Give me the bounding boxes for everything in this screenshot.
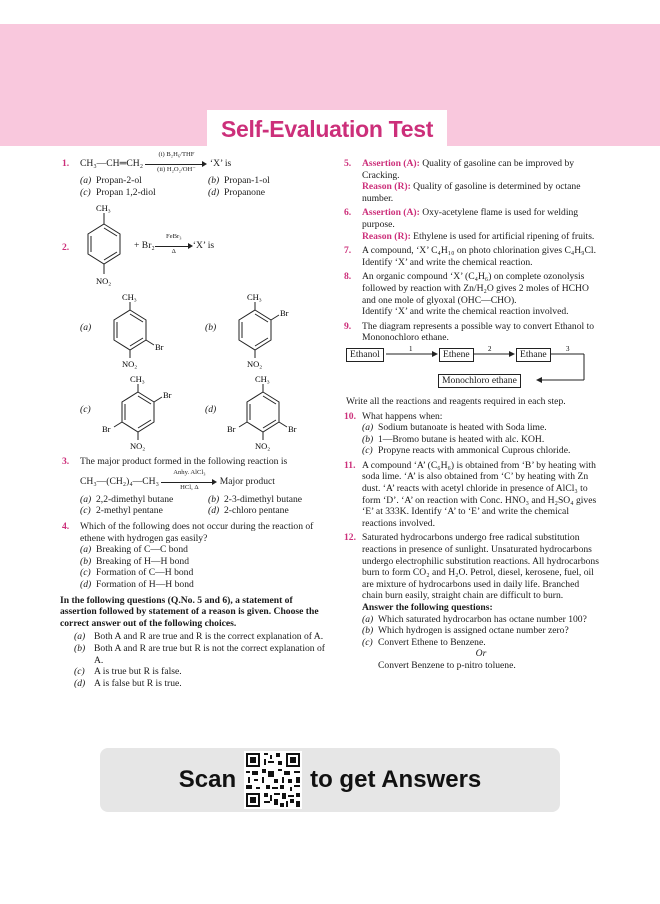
svg-text:CH₃: CH₃: [96, 203, 111, 214]
flow-box-ethene: Ethene: [439, 348, 474, 362]
option-letter: (b): [74, 642, 86, 654]
option: [208, 494, 330, 506]
option: [362, 625, 600, 637]
option-letter: (c): [74, 666, 85, 678]
reaction-arrow: [155, 233, 193, 256]
question-5: [344, 158, 600, 204]
svg-text:Br: Br: [288, 424, 297, 435]
svg-text:2: 2: [488, 345, 492, 353]
option-letter: (a): [74, 631, 86, 643]
option: [80, 494, 202, 506]
svg-text:Br: Br: [163, 390, 172, 401]
question-text: What happens when:: [362, 410, 443, 422]
option-text: Propan-1-ol: [224, 175, 270, 186]
option-text: Both A and R are true but R is not the correct explanation of A.: [94, 642, 325, 666]
question-10: [344, 411, 600, 457]
question-number: 4.: [62, 520, 70, 532]
assertion-label: Assertion (A):: [362, 158, 420, 169]
option-letter: (a): [80, 493, 92, 505]
svg-text:Br: Br: [102, 424, 111, 435]
option: [74, 631, 330, 643]
option-letter: (d): [208, 186, 220, 198]
svg-text:CH₃: CH₃: [247, 292, 262, 303]
reaction-line: [80, 202, 330, 290]
svg-text:Br: Br: [155, 342, 164, 353]
option-letter: (c): [362, 445, 373, 457]
reactant: CH₃—(CH₂)₄—CH₃: [80, 475, 159, 487]
option: [74, 666, 330, 678]
option-letter: (c): [80, 505, 91, 517]
svg-text:1: 1: [409, 345, 413, 353]
reason-label: Reason (R):: [362, 230, 411, 242]
option-text: Formation of H—H bond: [96, 578, 194, 590]
svg-text:NO₂: NO₂: [96, 276, 112, 287]
conversion-diagram: [346, 346, 600, 392]
structure-c: [102, 374, 192, 452]
option-letter: (d): [205, 404, 217, 416]
option-letter: (c): [80, 186, 91, 198]
question-2: [62, 202, 330, 452]
question-3: [62, 456, 330, 517]
svg-text:CH₃: CH₃: [255, 374, 270, 385]
arrow-above: (i) B₂H₆/THF: [158, 151, 195, 158]
reaction-arrow: [161, 468, 217, 491]
reagent: + Br₂: [134, 240, 155, 252]
question-number: 2.: [62, 242, 70, 254]
option-text: 2-methyl pentane: [96, 505, 163, 517]
option-letter: (d): [208, 505, 220, 517]
reaction-tail: ‘X’ is: [192, 240, 215, 252]
option: [80, 556, 330, 568]
instructions: [62, 595, 330, 690]
option-letter: (a): [362, 613, 374, 625]
question-text: A compound, ‘X’ C₄H₁₀ on photo chlorination gives C₄H₉Cl. Identify ‘X’ and write the chemical reaction.: [362, 245, 596, 268]
question-4: [62, 521, 330, 591]
option: [80, 579, 330, 591]
option-a: [80, 292, 205, 370]
option-text: Propan-2-ol: [96, 175, 142, 186]
question-text: A compound ‘A’ (C₆H₆) is obtained from ‘B’ by heating with soda lime. ‘A’ is also obtained from ‘C’ by heating with Zn dust. ‘A’ reacts with acetyl chloride in presence of AlCl₃ to form ‘D’. ‘A’ on reaction with Conc. HNO₃ and H₂SO₄ gives ‘E’ at 333K. Identify ‘A’ to ‘E’ and write the chemical reactions involved.: [362, 459, 597, 529]
option-text: A is false but R is true.: [94, 677, 182, 689]
question-number: 5.: [344, 158, 352, 169]
question-number: 11.: [344, 459, 356, 471]
question-number: 12.: [344, 532, 356, 544]
scan-label: Scan: [178, 766, 237, 793]
option: [74, 643, 330, 666]
svg-text:NO₂: NO₂: [247, 359, 263, 370]
reason-text: Quality of gasoline is determined by octane number.: [362, 181, 581, 204]
option: [80, 505, 202, 517]
reason-label: Reason (R):: [362, 181, 411, 193]
question-instruction: Write all the reactions and reagents required in each step.: [346, 395, 566, 407]
question-text: Which of the following does not occur during the reaction of ethene with hydrogen gas easily?: [80, 520, 314, 544]
flow-box-ethanol: Ethanol: [346, 348, 384, 362]
ar-options: [62, 631, 330, 689]
option-text: Sodium butanoate is heated with Soda lime.: [378, 422, 547, 434]
options: [362, 614, 600, 649]
option-text: Which hydrogen is assigned octane number zero?: [378, 625, 569, 637]
option-c: [80, 374, 205, 452]
option: [208, 187, 330, 199]
question-8: [344, 271, 600, 317]
question-number: 10.: [344, 410, 356, 422]
svg-text:NO₂: NO₂: [130, 441, 146, 452]
option-text: Convert Ethene to Benzene.: [378, 636, 486, 648]
assertion-label: Assertion (A):: [362, 207, 420, 219]
option-letter: (b): [208, 175, 220, 186]
option-text: Which saturated hydrocarbon has octane number 100?: [378, 613, 587, 625]
question-text: An organic compound ‘X’ (C₄H₆) on complete ozonolysis followed by reaction with Zn/H₂O gives 2 moles of HCHO and one mole of glyoxal (OHC—CHO).: [362, 271, 589, 306]
options: [362, 422, 600, 457]
reactant: CH₃—CH═CH₂: [80, 158, 144, 170]
reaction-line: [80, 151, 330, 173]
assertion-text: Oxy-acetylene flame is used for welding purpose.: [362, 207, 579, 230]
question-number: 3.: [62, 456, 70, 468]
reaction-arrow: [145, 151, 207, 173]
question-number: 1.: [62, 158, 70, 169]
structure-options: [80, 292, 330, 452]
question-7: [344, 245, 600, 268]
svg-text:NO₂: NO₂: [122, 359, 138, 370]
question-text: The major product formed in the following reaction is: [80, 456, 288, 468]
option-text: 2-chloro pentane: [224, 505, 289, 517]
qr-code-icon[interactable]: [244, 751, 302, 809]
assertion-text: Quality of gasoline can be improved by Cracking.: [362, 158, 575, 181]
option-text: Formation of C—H bond: [96, 567, 194, 579]
arrow-below: Δ: [171, 248, 176, 256]
reaction-tail: Major product: [219, 475, 275, 487]
structure-d: [227, 374, 317, 452]
option-text: 2,2-dimethyl butane: [96, 493, 174, 505]
svg-text:CH₃: CH₃: [122, 292, 137, 303]
answer-label: Answer the following questions:: [362, 602, 493, 613]
option: [362, 637, 600, 649]
question-12: [344, 532, 600, 671]
option-letter: (c): [80, 404, 91, 416]
option-text: A is true but R is false.: [94, 666, 182, 678]
flow-box-ethane: Ethane: [516, 348, 551, 362]
arrow-below: HCl, Δ: [180, 483, 199, 491]
right-column: [344, 158, 600, 675]
option-text: 1—Bromo butane is heated with alc. KOH.: [378, 433, 545, 445]
left-column: [60, 151, 330, 689]
option: [74, 678, 330, 690]
arrow-below: (ii) H₂O₂/OH⁻: [157, 166, 196, 173]
svg-text:Br: Br: [280, 308, 289, 319]
option-text: Breaking of C—C bond: [96, 544, 188, 556]
toluene-structure: [80, 202, 130, 290]
option-d: [205, 374, 330, 452]
question-number: 6.: [344, 207, 352, 219]
option: [362, 422, 600, 434]
option-text: Breaking of H—H bond: [96, 555, 189, 567]
question-text: Saturated hydrocarbons undergo free radical substitution reactions in presence of sunlight. Unsaturated hydrocarbons undergo electrophilic substitution reactions. All hydrocarbons burn to form CO₂ and H₂O. Petrol, diesel, kerosene, fuel, oil are mixture of hydrocarbons used in daily life. Branched chain burn easily, straight chain are difficult to burn.: [362, 532, 599, 602]
option: [80, 175, 202, 187]
question-text: The diagram represents a possible way to convert Ethanol to Mononochloro ethane.: [362, 320, 595, 344]
option: [362, 445, 600, 457]
option-letter: (b): [208, 493, 220, 505]
option-letter: (c): [80, 567, 91, 579]
option-text: Propyne reacts with ammonical Cuprous chloride.: [378, 445, 571, 457]
option-text: Propan 1,2-diol: [96, 186, 156, 198]
option-letter: (c): [362, 636, 373, 648]
option: [80, 187, 202, 199]
option-letter: (d): [74, 677, 86, 689]
question-9: [344, 321, 600, 408]
structure-a: [102, 292, 182, 370]
alternative-question: Convert Benzene to p-nitro toluene.: [378, 659, 516, 671]
option-text: Propanone: [224, 186, 266, 198]
options: [80, 494, 330, 517]
option-letter: (d): [80, 578, 92, 590]
option: [362, 614, 600, 626]
option: [80, 544, 330, 556]
option-letter: (b): [80, 555, 92, 567]
option: [208, 175, 330, 187]
option-text: 2-3-dimethyl butane: [224, 493, 303, 505]
svg-text:3: 3: [566, 345, 570, 353]
option-letter: (a): [80, 322, 92, 334]
option-letter: (b): [362, 625, 374, 637]
option: [208, 505, 330, 517]
question-text-2: Identify ‘X’ and write the chemical reaction involved.: [362, 306, 569, 318]
title-box: [207, 110, 447, 148]
option-letter: (b): [205, 322, 217, 334]
reaction-tail: ‘X’ is: [209, 158, 232, 170]
reason-text: Ethylene is used for artificial ripening of fruits.: [413, 230, 595, 242]
or-separator: Or: [475, 648, 487, 660]
scan-answers-bar: [100, 748, 560, 812]
arrow-above: FeBr₃: [166, 233, 182, 241]
options: [80, 175, 330, 198]
page-title: Self-Evaluation Test: [220, 115, 434, 142]
reaction-line: [80, 468, 330, 491]
svg-text:NO₂: NO₂: [255, 441, 271, 452]
svg-text:Br: Br: [227, 424, 236, 435]
arrow-above: Anhy. AlCl₃: [173, 468, 206, 476]
question-number: 7.: [344, 245, 352, 257]
svg-text:CH₃: CH₃: [130, 374, 145, 385]
option: [362, 434, 600, 446]
option-letter: (a): [362, 422, 374, 434]
option: [80, 567, 330, 579]
option-letter: (a): [80, 544, 92, 556]
option-letter: (b): [362, 433, 374, 445]
scan-suffix: to get Answers: [310, 766, 482, 793]
question-6: [344, 207, 600, 242]
option-b: [205, 292, 330, 370]
question-number: 8.: [344, 271, 352, 283]
question-1: [62, 151, 330, 198]
question-11: [344, 460, 600, 530]
instructions-text: In the following questions (Q.No. 5 and 6), a statement of assertion followed by statement of a reason is given. Choose the correct answer out of the following choices.: [60, 594, 319, 629]
question-number: 9.: [344, 320, 352, 332]
structure-b: [227, 292, 307, 370]
option-letter: (a): [80, 175, 92, 186]
option-text: Both A and R are true and R is the correct explanation of A.: [94, 631, 324, 643]
flow-box-monochloro: Monochloro ethane: [438, 374, 521, 388]
options: [80, 544, 330, 590]
